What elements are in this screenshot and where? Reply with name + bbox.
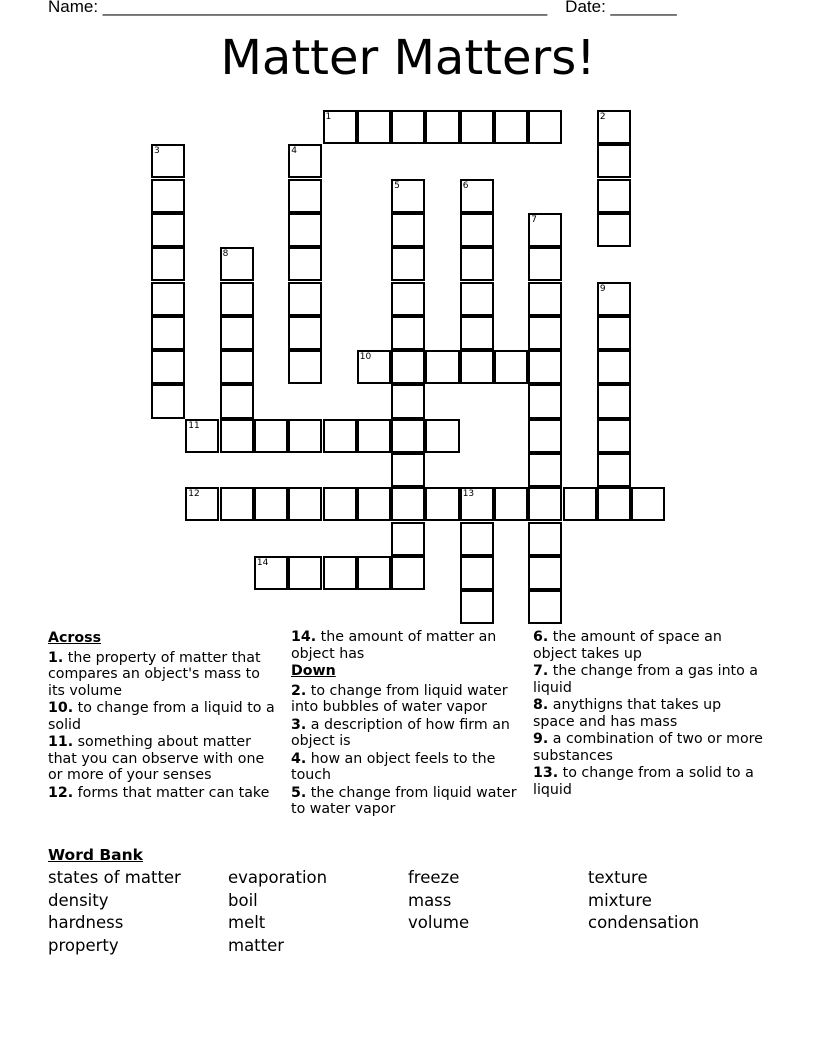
- clue-number: 10: [359, 352, 372, 363]
- grid-cell[interactable]: [288, 282, 322, 316]
- clue-across-11: 11. something about matter that you can observe with one or more of your senses: [48, 734, 265, 783]
- clue-number: 4: [291, 146, 297, 157]
- grid-cell[interactable]: [494, 110, 528, 144]
- grid-cell[interactable]: [528, 487, 562, 521]
- grid-cell[interactable]: [357, 487, 391, 521]
- grid-cell[interactable]: [151, 247, 185, 281]
- grid-cell[interactable]: [425, 487, 459, 521]
- grid-cell[interactable]: [391, 384, 425, 418]
- grid-cell[interactable]: [460, 247, 494, 281]
- clue-across-12: 12. forms that matter can take: [48, 784, 270, 801]
- grid-cell[interactable]: [597, 213, 631, 247]
- grid-cell[interactable]: [631, 487, 665, 521]
- word-bank-item: matter: [228, 935, 285, 955]
- down-heading: Down: [291, 663, 336, 679]
- clue-number: 7: [531, 214, 538, 225]
- grid-cell[interactable]: [425, 350, 459, 384]
- grid-cell[interactable]: [563, 487, 597, 521]
- word-bank-item: density: [48, 890, 109, 910]
- clue-across-14: 14. the amount of matter an object has: [291, 629, 497, 662]
- grid-cell[interactable]: [288, 556, 322, 590]
- grid-cell[interactable]: [460, 522, 494, 556]
- grid-cell[interactable]: [151, 282, 185, 316]
- grid-cell[interactable]: [597, 384, 631, 418]
- grid-cell[interactable]: [254, 556, 288, 590]
- grid-cell[interactable]: [597, 453, 631, 487]
- grid-cell[interactable]: [597, 350, 631, 384]
- grid-cell[interactable]: [357, 350, 391, 384]
- grid-cell[interactable]: [185, 487, 219, 521]
- clue-number: 1: [325, 112, 332, 122]
- grid-cell[interactable]: [391, 316, 425, 350]
- clue-across-1: 1. the property of matter that compares an object's mass to its volume: [48, 649, 261, 699]
- clue-down-2: 2. to change from liquid water into bubbles of water vapor: [291, 682, 508, 715]
- clue-down-8: 8. anythigns that takes up space and has mass: [533, 697, 722, 730]
- grid-cell[interactable]: [494, 350, 528, 384]
- clue-number: 13: [462, 489, 475, 500]
- word-bank-item: evaporation: [228, 868, 328, 887]
- clue-number: 5: [394, 180, 400, 191]
- grid-cell[interactable]: [288, 179, 322, 213]
- grid-cell[interactable]: [220, 384, 254, 418]
- grid-cell[interactable]: [597, 282, 631, 316]
- grid-cell[interactable]: [597, 419, 631, 453]
- grid-cell[interactable]: [220, 316, 254, 350]
- grid-cell[interactable]: [151, 144, 185, 178]
- clue-down-3: 3. a description of how firm an object is: [291, 716, 510, 749]
- grid-cell[interactable]: [220, 419, 254, 453]
- word-bank-item: states of matter: [48, 868, 181, 887]
- grid-cell[interactable]: [391, 247, 425, 281]
- word-bank: [48, 868, 788, 955]
- clue-down-13: 13. to change from a solid to a liquid: [533, 765, 754, 798]
- grid-cell[interactable]: [151, 350, 185, 384]
- grid-cell[interactable]: [528, 453, 562, 487]
- grid-cell[interactable]: [151, 384, 185, 418]
- clue-number: 6: [462, 180, 469, 191]
- word-bank-item: freeze: [408, 868, 460, 887]
- grid-cell[interactable]: [597, 110, 631, 144]
- grid-cell[interactable]: [528, 522, 562, 556]
- word-bank-item: volume: [408, 913, 470, 932]
- grid-cell[interactable]: [391, 213, 425, 247]
- word-bank-item: melt: [228, 913, 266, 932]
- grid-cell[interactable]: [528, 316, 562, 350]
- word-bank-item: mass: [408, 890, 452, 910]
- grid-cell[interactable]: [288, 247, 322, 281]
- date-field[interactable]: Date: _______: [565, 0, 677, 16]
- clue-down-4: 4. how an object feels to the touch: [291, 750, 496, 783]
- grid-cell[interactable]: [460, 487, 494, 521]
- grid-cell[interactable]: [288, 144, 322, 178]
- name-field[interactable]: Name: _______________________________________________: [48, 0, 548, 16]
- grid-cell[interactable]: [528, 110, 562, 144]
- grid-cell[interactable]: [597, 316, 631, 350]
- grid-cell[interactable]: [460, 282, 494, 316]
- page-title: Matter Matters!: [220, 30, 596, 86]
- grid-cell[interactable]: [357, 556, 391, 590]
- word-bank-item: condensation: [588, 913, 700, 932]
- grid-cell[interactable]: [254, 487, 288, 521]
- grid-cell[interactable]: [391, 453, 425, 487]
- grid-cell[interactable]: [323, 556, 357, 590]
- clue-number: 8: [222, 249, 229, 260]
- grid-cell[interactable]: [391, 282, 425, 316]
- word-bank-item: hardness: [48, 913, 124, 932]
- word-bank-title: Word Bank: [48, 846, 143, 864]
- grid-cell[interactable]: [494, 487, 528, 521]
- grid-cell[interactable]: [288, 350, 322, 384]
- across-heading: Across: [48, 630, 102, 646]
- clues-column-1: [48, 629, 280, 802]
- grid-cell[interactable]: [528, 247, 562, 281]
- grid-cell[interactable]: [391, 179, 425, 213]
- grid-cell[interactable]: [597, 487, 631, 521]
- grid-cell[interactable]: [528, 384, 562, 418]
- grid-cell[interactable]: [391, 110, 425, 144]
- grid-cell[interactable]: [460, 110, 494, 144]
- grid-cell[interactable]: [391, 556, 425, 590]
- grid-cell[interactable]: [528, 213, 562, 247]
- grid-cell[interactable]: [220, 282, 254, 316]
- grid-cell[interactable]: [288, 487, 322, 521]
- grid-cell[interactable]: [425, 110, 459, 144]
- grid-cell[interactable]: [151, 213, 185, 247]
- grid-cell[interactable]: [323, 419, 357, 453]
- grid-cell[interactable]: [357, 419, 391, 453]
- grid-cell[interactable]: [460, 556, 494, 590]
- clues-column-2: [291, 629, 523, 819]
- grid-cell[interactable]: [460, 179, 494, 213]
- word-bank-item: property: [48, 935, 119, 955]
- grid-cell[interactable]: [391, 522, 425, 556]
- grid-cell[interactable]: [460, 316, 494, 350]
- grid-cell[interactable]: [460, 213, 494, 247]
- word-bank-item: boil: [228, 890, 258, 910]
- grid-cell[interactable]: [391, 350, 425, 384]
- clue-number: 3: [154, 146, 160, 157]
- grid-cell[interactable]: [220, 350, 254, 384]
- clue-down-5: 5. the change from liquid water to water vapor: [291, 784, 517, 817]
- grid-cell[interactable]: [528, 282, 562, 316]
- clue-down-9: 9. a combination of two or more substances: [533, 731, 763, 764]
- word-bank-item: mixture: [588, 890, 652, 910]
- grid-cell[interactable]: [288, 419, 322, 453]
- grid-cell[interactable]: [425, 419, 459, 453]
- grid-cell[interactable]: [460, 350, 494, 384]
- grid-cell[interactable]: [528, 419, 562, 453]
- grid-cell[interactable]: [323, 487, 357, 521]
- grid-cell[interactable]: [597, 179, 631, 213]
- grid-cell[interactable]: [528, 556, 562, 590]
- grid-cell[interactable]: [151, 179, 185, 213]
- clue-number: 14: [256, 557, 269, 568]
- grid-cell[interactable]: [220, 487, 254, 521]
- clues-column-3: [533, 629, 765, 799]
- grid-cell[interactable]: [288, 213, 322, 247]
- clue-number: 2: [599, 112, 606, 122]
- grid-cell[interactable]: [220, 247, 254, 281]
- grid-cell[interactable]: [391, 487, 425, 521]
- grid-cell[interactable]: [391, 419, 425, 453]
- clue-number: 11: [188, 420, 200, 431]
- clue-across-10: 10. to change from a liquid to a solid: [48, 700, 275, 733]
- clue-down-6: 6. the amount of space an object takes up: [533, 629, 722, 662]
- clue-down-7: 7. the change from a gas into a liquid: [533, 663, 759, 696]
- grid-cell[interactable]: [597, 144, 631, 178]
- grid-cell[interactable]: [254, 419, 288, 453]
- clue-number: 12: [188, 489, 200, 500]
- word-bank-item: texture: [588, 868, 648, 887]
- grid-cell[interactable]: [288, 316, 322, 350]
- grid-cell[interactable]: [323, 110, 357, 144]
- grid-cell[interactable]: [460, 590, 494, 624]
- grid-cell[interactable]: [528, 350, 562, 384]
- grid-cell[interactable]: [151, 316, 185, 350]
- grid-cell[interactable]: [528, 590, 562, 624]
- grid-cell[interactable]: [185, 419, 219, 453]
- clue-number: 9: [599, 283, 606, 294]
- grid-cell[interactable]: [357, 110, 391, 144]
